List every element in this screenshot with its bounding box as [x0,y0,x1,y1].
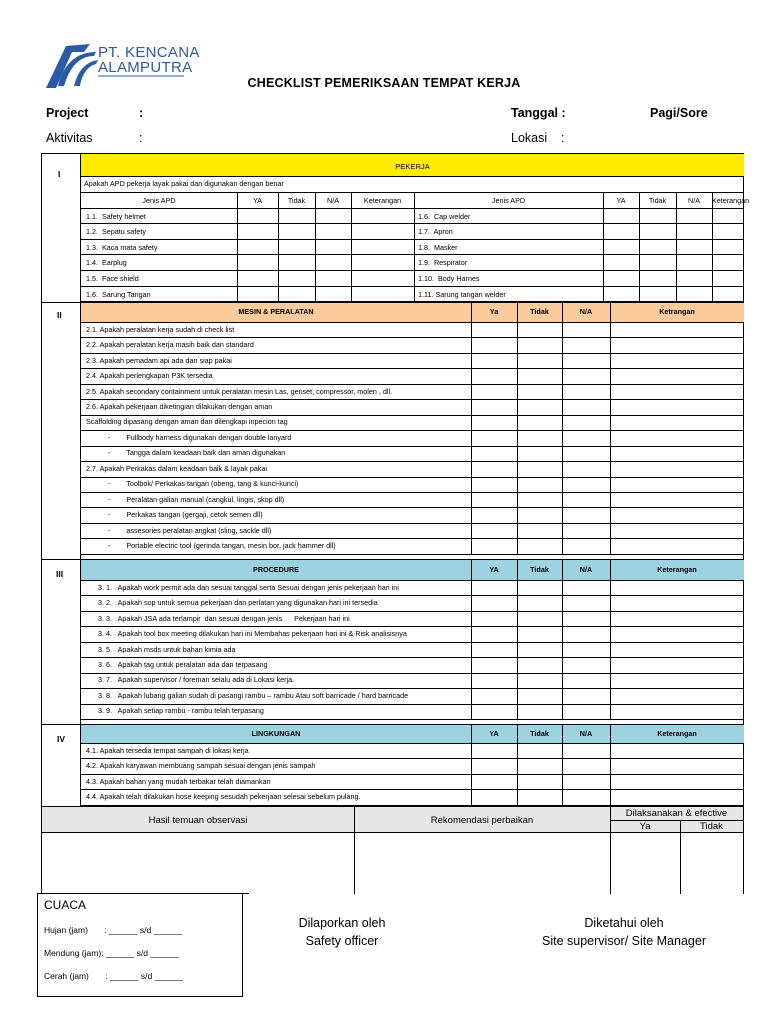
checkbox-cell[interactable] [517,492,562,507]
checkbox-cell[interactable] [237,254,278,270]
cuaca-hujan: Hujan (jam) : ______ s/d ______ [44,925,182,935]
procedure-item: 3. 7. Apakah supervisor / foreman selalu ada di Lokasi kerja. [98,675,295,685]
lingkungan-col-tidak: Tidak [530,728,549,738]
checkbox-cell[interactable] [237,208,278,224]
lingkungan-col-ket: Keterangan [657,728,697,738]
checkbox-cell[interactable] [517,446,562,461]
checkbox-cell[interactable] [517,704,562,719]
keterangan-cell[interactable] [610,688,744,703]
checkbox-cell[interactable] [562,688,610,703]
checkbox-cell[interactable] [603,254,639,270]
pagi-sore-label: Pagi/Sore [650,106,708,120]
section-roman-2: II [57,310,62,320]
keterangan-cell[interactable] [610,626,744,641]
keterangan-cell[interactable] [610,774,744,789]
checkbox-cell[interactable] [517,538,562,553]
checkbox-cell[interactable] [315,223,351,239]
mesin-title: MESIN & PERALATAN [238,307,314,316]
apd-item: 1.11. Sarung tangan welder [418,289,506,299]
procedure-item: 3. 9. Apakah setiap rambu - rambu telah terpasang [98,706,264,716]
checkbox-cell[interactable] [517,774,562,789]
pekerja-col-na: N/A [688,196,700,205]
section-roman-4: IV [57,734,66,744]
lingkungan-item: 4.3. Apakah bahan yang mudah terbakar telah diamankan [86,776,271,786]
keterangan-cell[interactable] [610,657,744,672]
checkbox-cell[interactable] [471,523,517,538]
ya-label: Ya [639,821,651,832]
checkbox-cell[interactable] [562,322,610,337]
keterangan-cell[interactable] [610,704,744,719]
lingkungan-col-ya: YA [489,728,499,738]
apd-item: 1.2. Sepatu safety [86,227,146,237]
checkbox-cell[interactable] [278,254,315,270]
procedure-item: 3. 1. Apakah work permit ada dan sesuai tanggal serta Sesuai dengan jenis pekerjaan hari ini [98,582,399,592]
row-divider [81,719,744,720]
checkbox-cell[interactable] [562,704,610,719]
apd-item: 1.1. Safety helmet [86,211,146,221]
mesin-item: - Peralatan galian manual (cangkul, lingis, skop dll) [108,494,285,504]
mesin-item: 2.4. Apakah perlengkapan P3K tersedia [86,371,213,381]
checkbox-cell[interactable] [471,368,517,383]
hasil-label: Hasil temuan observasi [148,815,248,826]
checkbox-cell[interactable] [471,322,517,337]
checkbox-cell[interactable] [471,758,517,773]
checkbox-cell[interactable] [562,399,610,414]
checkbox-cell[interactable] [562,492,610,507]
keterangan-cell[interactable] [610,337,744,352]
checkbox-cell[interactable] [315,239,351,255]
lingkungan-col-na: N/A [579,728,593,738]
checkbox-cell[interactable] [517,477,562,492]
checkbox-cell[interactable] [639,208,676,224]
checkbox-cell[interactable] [676,286,712,302]
lingkungan-item: 4.4. Apakah telah dilakukan hose keeping sesudah pekerjaan selesai sebelum pulang. [86,791,361,801]
mesin-item: 2.6. Apakah pekerjaan diketingian dilakukan dengan aman [86,401,273,411]
checkbox-cell[interactable] [517,523,562,538]
procedure-col-ya: YA [489,564,499,574]
pekerja-col-na: N/A [327,196,339,205]
checkbox-cell[interactable] [562,415,610,430]
procedure-title: PROCEDURE [253,564,299,574]
pekerja-title: PEKERJA [395,162,430,171]
checkbox-cell[interactable] [517,415,562,430]
checkbox-cell[interactable] [562,789,610,804]
checkbox-cell[interactable] [676,208,712,224]
checkbox-cell[interactable] [603,270,639,286]
checkbox-cell[interactable] [562,477,610,492]
mesin-item: Scaffolding dipasang dengan aman dan dilengkapi inpecion tag [86,417,288,427]
keterangan-cell[interactable] [610,322,744,337]
checkbox-cell[interactable] [315,208,351,224]
checkbox-cell[interactable] [517,461,562,476]
procedure-item: 3. 8. Apakah lubang galian sudah di pasangi rambu – rambu Atau soft barricade / hard barricade [98,690,409,700]
checkbox-cell[interactable] [603,208,639,224]
checkbox-cell[interactable] [237,239,278,255]
mesin-item: 2.2. Apakah peralatan kerja masih baik dan standard [86,340,254,350]
row-divider [610,820,743,821]
cuaca-cerah: Cerah (jam) : ______ s/d ______ [44,971,183,981]
pekerja-col-ya: YA [616,196,626,205]
pekerja-header [81,154,744,177]
document-title: CHECKLIST PEMERIKSAAN TEMPAT KERJA [247,76,521,90]
checkbox-cell[interactable] [471,384,517,399]
checkbox-cell[interactable] [517,673,562,688]
checkbox-cell[interactable] [471,688,517,703]
apd-item: 1.6. Sarung Tangan [86,289,151,299]
apd-item: 1.6. Cap welder [418,211,471,221]
procedure-item: 3. 4. Apakah tool box meeting dilakukan hari ini Membahas pekerjaan hari ini & Risk analisisnya [98,629,407,639]
lokasi-colon: : [561,131,565,145]
checkbox-cell[interactable] [562,384,610,399]
procedure-item: 3. 5. Apakah msds untuk bahan kimia ada [98,644,236,654]
checkbox-cell[interactable] [517,337,562,352]
checkbox-cell[interactable] [676,270,712,286]
checkbox-cell[interactable] [639,286,676,302]
mesin-item: - Portable electric tool (gerinda tangan, mesin bor, jack hammer dll) [108,541,336,551]
signature-right-line2: Site supervisor/ Site Manager [542,934,706,948]
keterangan-cell[interactable] [610,580,744,595]
procedure-col-tidak: Tidak [530,564,549,574]
checkbox-cell[interactable] [562,774,610,789]
checkbox-cell[interactable] [278,239,315,255]
checkbox-cell[interactable] [471,538,517,553]
rekomendasi-label: Rekomendasi perbaikan [430,815,534,826]
checkbox-cell[interactable] [562,611,610,626]
checkbox-cell[interactable] [471,580,517,595]
project-colon: : [139,106,144,120]
mesin-item: 2.7. Apakah Perkakas dalam keadaan baik & layak pakai [86,463,267,473]
checklist-table [41,153,750,833]
checkbox-cell[interactable] [278,223,315,239]
mesin-item: - Fullbody harness digunakan dengan double lanyard [108,432,292,442]
signature-left-line1: Dilaporkan oleh [298,916,386,930]
checkbox-cell[interactable] [676,254,712,270]
keterangan-cell[interactable] [610,789,744,804]
checkbox-cell[interactable] [471,337,517,352]
keterangan-cell[interactable] [610,538,744,553]
keterangan-cell[interactable] [610,758,744,773]
keterangan-cell[interactable] [610,492,744,507]
keterangan-cell[interactable] [610,642,744,657]
checkbox-cell[interactable] [517,789,562,804]
checkbox-cell[interactable] [278,286,315,302]
keterangan-cell[interactable] [610,430,744,445]
roman-column-divider [80,154,81,806]
keterangan-cell[interactable] [610,595,744,610]
apd-item: 1.10. Body Harnes [418,274,480,283]
checkbox-cell[interactable] [562,368,610,383]
checkbox-cell[interactable] [471,430,517,445]
keterangan-cell[interactable] [610,368,744,383]
checkbox-cell[interactable] [676,223,712,239]
apd-item: 1.9. Respirator [418,258,468,268]
checkbox-cell[interactable] [315,254,351,270]
checkbox-cell[interactable] [517,580,562,595]
checkbox-cell[interactable] [562,430,610,445]
company-name-line1: PT. KENCANA [98,44,200,61]
checkbox-cell[interactable] [562,580,610,595]
checkbox-cell[interactable] [517,368,562,383]
checkbox-cell[interactable] [562,758,610,773]
keterangan-cell[interactable] [610,461,744,476]
checkbox-cell[interactable] [517,399,562,414]
checkbox-cell[interactable] [562,626,610,641]
checkbox-cell[interactable] [517,353,562,368]
checkbox-cell[interactable] [562,337,610,352]
mesin-item: - Perkakas tangan (gergaji, cetok semen dll) [108,510,263,520]
section-divider [42,724,744,725]
mesin-col-na: N/A [579,307,593,316]
dilaksanakan-label: Dilaksanakan & efective [625,808,728,819]
keterangan-cell[interactable] [610,446,744,461]
mesin-item: 2.3. Apakah pemadam api ada dan siap pakai [86,355,232,365]
checkbox-cell[interactable] [639,270,676,286]
aktivitas-colon: : [139,131,143,145]
keterangan-cell[interactable] [610,384,744,399]
procedure-item: 3. 3. Apakah JSA ada terlampir dan sesuai dengan jenis Pekerjaan hari ini [98,613,350,623]
procedure-col-ket: Keterangan [657,564,697,574]
section-divider [42,302,744,303]
pekerja-col-tidak: Tidak [648,196,667,205]
pekerja-col-ket: Keterangan [712,196,750,205]
checkbox-cell[interactable] [639,239,676,255]
checkbox-cell[interactable] [471,446,517,461]
checkbox-cell[interactable] [471,789,517,804]
keterangan-cell[interactable] [610,415,744,430]
section-roman-3: III [56,569,64,579]
apd-item: 1.4. Earplug [86,258,127,268]
mesin-item: 2.5. Apakah secondary containment untuk peralatan mesin Las, genset, compressor, molen , dll. [86,386,393,396]
pekerja-col-ya: YA [252,196,263,205]
project-label: Project [46,106,89,120]
checkbox-cell[interactable] [237,286,278,302]
checkbox-cell[interactable] [517,657,562,672]
checkbox-cell[interactable] [237,270,278,286]
checkbox-cell[interactable] [562,523,610,538]
mesin-col-ya: Ya [489,307,499,316]
lingkungan-item: 4.1. Apakah tersedia tempat sampah di lokasi kerja [86,745,249,755]
lingkungan-item: 4.2. Apakah karyawan membuang sampah sesuai dengan jenis sampah [86,761,316,771]
pekerja-question: Apakah APD pekerja layak pakai dan digunakan dengan benar [84,179,284,188]
keterangan-cell[interactable] [610,673,744,688]
observasi-header [42,806,743,833]
row-divider [81,554,744,555]
checkbox-cell[interactable] [517,595,562,610]
checkbox-cell[interactable] [471,415,517,430]
keterangan-cell[interactable] [610,507,744,522]
keterangan-cell[interactable] [610,611,744,626]
checkbox-cell[interactable] [517,322,562,337]
checkbox-cell[interactable] [517,507,562,522]
checkbox-cell[interactable] [562,642,610,657]
checkbox-cell[interactable] [517,626,562,641]
tanggal-label: Tanggal : [511,106,566,120]
checkbox-cell[interactable] [315,286,351,302]
mesin-col-ket: Ketrangan [659,307,695,316]
checkbox-cell[interactable] [471,507,517,522]
lokasi-label: Lokasi [511,131,548,145]
aktivitas-label: Aktivitas [46,131,93,145]
pekerja-col-jenis: Jenis APD [491,196,526,205]
checkbox-cell[interactable] [517,688,562,703]
checkbox-cell[interactable] [562,538,610,553]
checkbox-cell[interactable] [562,743,610,758]
checkbox-cell[interactable] [517,743,562,758]
mesin-item: 2.1. Apakah peralatan kerja sudah di check list [86,324,235,334]
procedure-col-na: N/A [579,564,593,574]
signature-right-line1: Diketahui oleh [584,916,664,930]
checkbox-cell[interactable] [278,208,315,224]
checkbox-cell[interactable] [603,239,639,255]
checkbox-cell[interactable] [471,657,517,672]
col-divider [354,832,355,894]
observasi-body [41,832,744,894]
apd-item: 1.8. Masker [418,242,458,252]
section-divider [42,559,744,560]
keterangan-cell[interactable] [610,477,744,492]
checkbox-cell[interactable] [471,611,517,626]
company-name-line2: ALAMPUTRA [98,59,193,76]
checkbox-cell[interactable] [471,642,517,657]
section-roman-1: I [58,169,61,179]
checkbox-cell[interactable] [471,626,517,641]
checkbox-cell[interactable] [562,657,610,672]
checkbox-cell[interactable] [471,492,517,507]
checkbox-cell[interactable] [471,399,517,414]
checkbox-cell[interactable] [471,595,517,610]
keterangan-cell[interactable] [610,523,744,538]
col-divider [610,832,611,894]
pekerja-col-jenis: Jenis APD [142,196,176,205]
checkbox-cell[interactable] [562,507,610,522]
checkbox-cell[interactable] [562,461,610,476]
col-divider [354,807,355,833]
checkbox-cell[interactable] [517,611,562,626]
checkbox-cell[interactable] [315,270,351,286]
cuaca-mendung: Mendung (jam): ______ s/d ______ [44,948,179,958]
keterangan-cell[interactable] [610,399,744,414]
checkbox-cell[interactable] [562,353,610,368]
apd-item: 1.5. Face shield [86,274,139,283]
checkbox-cell[interactable] [517,430,562,445]
checkbox-cell[interactable] [562,595,610,610]
checkbox-cell[interactable] [676,239,712,255]
mesin-item: - Tangga dalam keadaan baik dan aman digunakan [108,448,286,458]
checkbox-cell[interactable] [562,673,610,688]
col-divider [680,832,681,894]
checkbox-cell[interactable] [517,642,562,657]
apd-item: 1.7. Apron [418,227,453,237]
checkbox-cell[interactable] [237,223,278,239]
mesin-item: - assesories peralatan angkat (sling, sackle dll) [108,525,272,535]
checkbox-cell[interactable] [471,743,517,758]
checkbox-cell[interactable] [471,461,517,476]
mesin-col-tidak: Tidak [530,307,549,316]
pekerja-col-tidak: Tidak [287,196,306,205]
cuaca-box [37,893,243,997]
lingkungan-title: LINGKUNGAN [251,728,301,738]
keterangan-cell[interactable] [610,353,744,368]
procedure-item: 3. 2. Apakah sop untuk semua pekerjaan dan perlatan yang digunakan hari ini tersedia [98,598,378,608]
checkbox-cell[interactable] [471,353,517,368]
pekerja-col-ket: Keterangan [363,196,402,205]
signature-left-line2: Safety officer [305,934,379,948]
apd-item: 1.3. Kaca mata safety [86,242,158,252]
checkbox-cell[interactable] [471,477,517,492]
mesin-item: - Toolbok/ Perkakas tangan (obeng, tang & kunci-kunci) [108,479,299,489]
checkbox-cell[interactable] [639,254,676,270]
procedure-item: 3. 6. Apakah tag untuk peralatan ada dan terpasang [98,659,268,669]
checkbox-cell[interactable] [517,758,562,773]
checkbox-cell[interactable] [562,446,610,461]
checkbox-cell[interactable] [471,673,517,688]
checkbox-cell[interactable] [471,704,517,719]
checkbox-cell[interactable] [639,223,676,239]
checkbox-cell[interactable] [471,774,517,789]
checkbox-cell[interactable] [603,286,639,302]
keterangan-cell[interactable] [610,743,744,758]
row-divider [81,192,744,193]
tidak-label: Tidak [700,821,723,832]
checkbox-cell[interactable] [517,384,562,399]
checkbox-cell[interactable] [278,270,315,286]
checkbox-cell[interactable] [603,223,639,239]
cuaca-title: CUACA [44,898,87,912]
